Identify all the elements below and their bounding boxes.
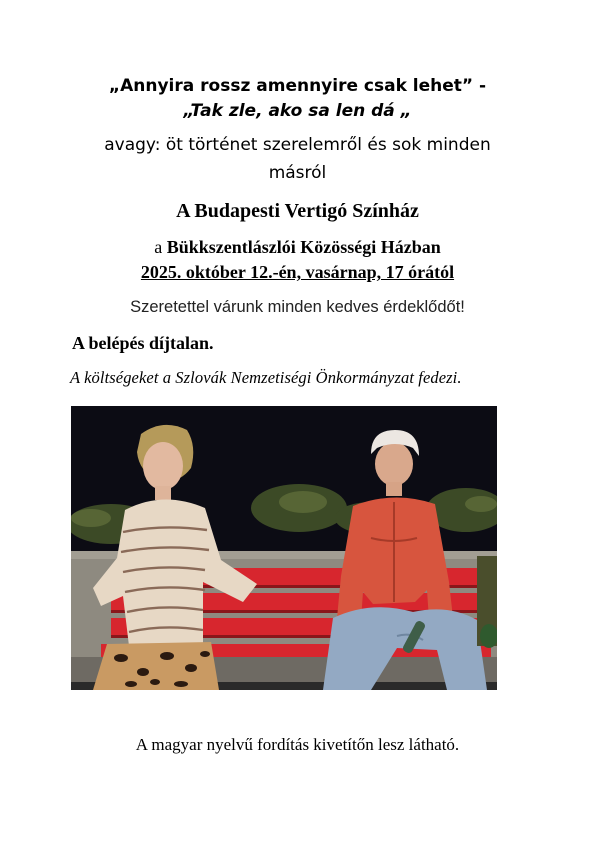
title-hungarian: „Annyira rossz amennyire csak lehet” - [108,76,487,96]
venue [0,237,595,258]
subtitle-line-1: avagy: öt történet szerelemről és sok minden [104,135,491,155]
welcome-text: Szeretettel várunk minden kedves érdeklődőt! [130,298,465,316]
performance-photo [71,406,497,690]
title-slovak: „Tak zle, ako sa len dá „ [183,101,412,121]
translation-note: A magyar nyelvű fordítás kivetítőn lesz látható. [135,735,460,754]
venue-name: Bükkszentlászlói Közösségi Házban [166,237,441,257]
event-date: 2025. október 12.-én, vasárnap, 17 órától [140,262,455,282]
subtitle-line-2: másról [268,163,327,183]
theater-name: A Budapesti Vertigó Színház [176,200,419,222]
entry-free-text: A belépés díjtalan. [72,333,214,353]
venue-prefix: a [154,237,163,257]
costs-note: A költségeket a Szlovák Nemzetiségi Önkormányzat fedezi. [70,368,462,387]
